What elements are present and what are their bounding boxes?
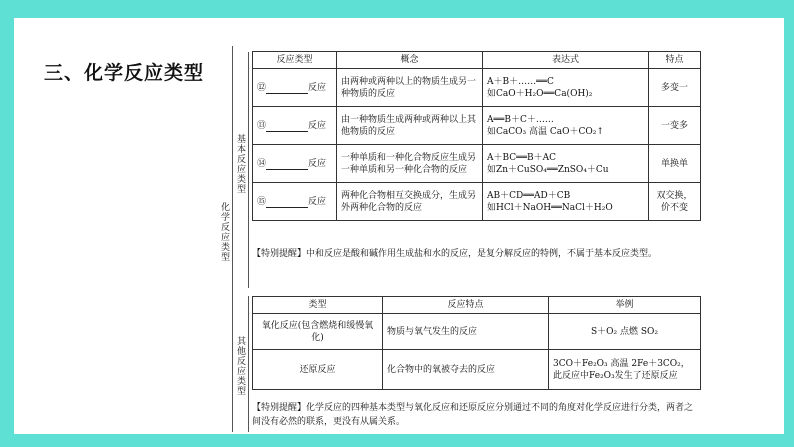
special-reminder-1: 【特别提醒】中和反应是酸和碱作用生成盐和水的反应，是复分解反应的特例，不属于基本反应类型。 <box>252 249 658 259</box>
table-row <box>253 69 701 107</box>
expression-cell <box>483 145 649 183</box>
type-cell <box>253 69 337 107</box>
concept-cell: 两种化合物相互交换成分，生成另外两种化合物的反应 <box>337 183 483 221</box>
table-row <box>253 145 701 183</box>
blank-number: ⑮ <box>257 196 267 207</box>
expression-cell <box>483 107 649 145</box>
example-cell: 3CO＋Fe₂O₃ 高温 2Fe＋3CO₂，此反应中Fe₂O₃发生了还原反应 <box>549 350 701 390</box>
header-cell: 反应类型 <box>253 52 337 69</box>
expression-cell <box>483 183 649 221</box>
expression-cell <box>483 69 649 107</box>
other-brace-line <box>248 296 249 432</box>
type-suffix: 反应 <box>308 158 327 169</box>
blank-number: ⑭ <box>257 158 267 169</box>
feature-cell: 化合物中的氧被夺去的反应 <box>383 350 549 390</box>
basic-reaction-table <box>252 51 701 221</box>
outer-label: 化学反应类型 <box>219 202 229 262</box>
header-cell: 类型 <box>253 297 383 314</box>
example-expression: 如CaCO₃ 高温 CaO＋CO₂↑ <box>487 126 604 137</box>
document-image <box>215 44 702 434</box>
example-expression: 如Zn＋CuSO₄══ZnSO₄＋Cu <box>487 164 609 175</box>
header-cell: 特点 <box>649 52 701 69</box>
concept-cell: 由两种或两种以上的物质生成另一种物质的反应 <box>337 69 483 107</box>
general-expression: A══B＋C＋…… <box>487 114 554 125</box>
fill-blank <box>266 198 308 208</box>
table-header-row <box>253 52 701 69</box>
table-row <box>253 107 701 145</box>
table-header-row <box>253 297 701 314</box>
example-expression: 如CaO＋H₂O══Ca(OH)₂ <box>487 88 593 99</box>
special-reminder-2: 【特别提醒】化学反应的四种基本类型与氧化反应和还原反应分别通过不同的角度对化学反应进行分类，两者之间没有必然的联系，更没有从属关系。 <box>252 403 694 427</box>
blank-number: ⑬ <box>257 120 267 131</box>
basic-label: 基本反应类型 <box>235 134 245 194</box>
concept-cell: 由一种物质生成两种或两种以上其他物质的反应 <box>337 107 483 145</box>
type-cell <box>253 183 337 221</box>
general-expression: A＋BC══B＋AC <box>487 152 557 163</box>
header-cell: 反应特点 <box>383 297 549 314</box>
fill-blank <box>266 84 308 94</box>
type-cell: 氧化反应(包含燃烧和缓慢氧化) <box>253 314 383 350</box>
blank-number: ⑫ <box>257 82 267 93</box>
example-expression: 如HCl＋NaOH══NaCl＋H₂O <box>487 202 613 213</box>
basic-brace-line <box>248 52 249 288</box>
type-suffix: 反应 <box>308 120 327 131</box>
header-cell: 表达式 <box>483 52 649 69</box>
general-expression: AB＋CD══AD＋CB <box>487 190 571 201</box>
feature-cell: 物质与氧气发生的反应 <box>383 314 549 350</box>
table-row <box>253 183 701 221</box>
type-suffix: 反应 <box>308 196 327 207</box>
table-row <box>253 350 701 390</box>
outer-brace-line <box>232 46 233 432</box>
general-expression: A＋B＋……══C <box>487 76 554 87</box>
fill-blank <box>266 160 308 170</box>
concept-cell: 一种单质和一种化合物反应生成另一种单质和另一种化合物的反应 <box>337 145 483 183</box>
table-row <box>253 314 701 350</box>
feature-cell: 双交换，价不变 <box>649 183 701 221</box>
feature-cell: 单换单 <box>649 145 701 183</box>
page-title: 三、化学反应类型 <box>44 62 205 84</box>
type-suffix: 反应 <box>308 82 327 93</box>
header-cell: 概念 <box>337 52 483 69</box>
other-label: 其他反应类型 <box>235 336 245 396</box>
example-cell: S＋O₂ 点燃 SO₂ <box>549 314 701 350</box>
fill-blank <box>266 122 308 132</box>
feature-cell: 一变多 <box>649 107 701 145</box>
other-reaction-table <box>252 296 701 390</box>
type-cell: 还原反应 <box>253 350 383 390</box>
feature-cell: 多变一 <box>649 69 701 107</box>
header-cell: 举例 <box>549 297 701 314</box>
type-cell <box>253 107 337 145</box>
type-cell <box>253 145 337 183</box>
